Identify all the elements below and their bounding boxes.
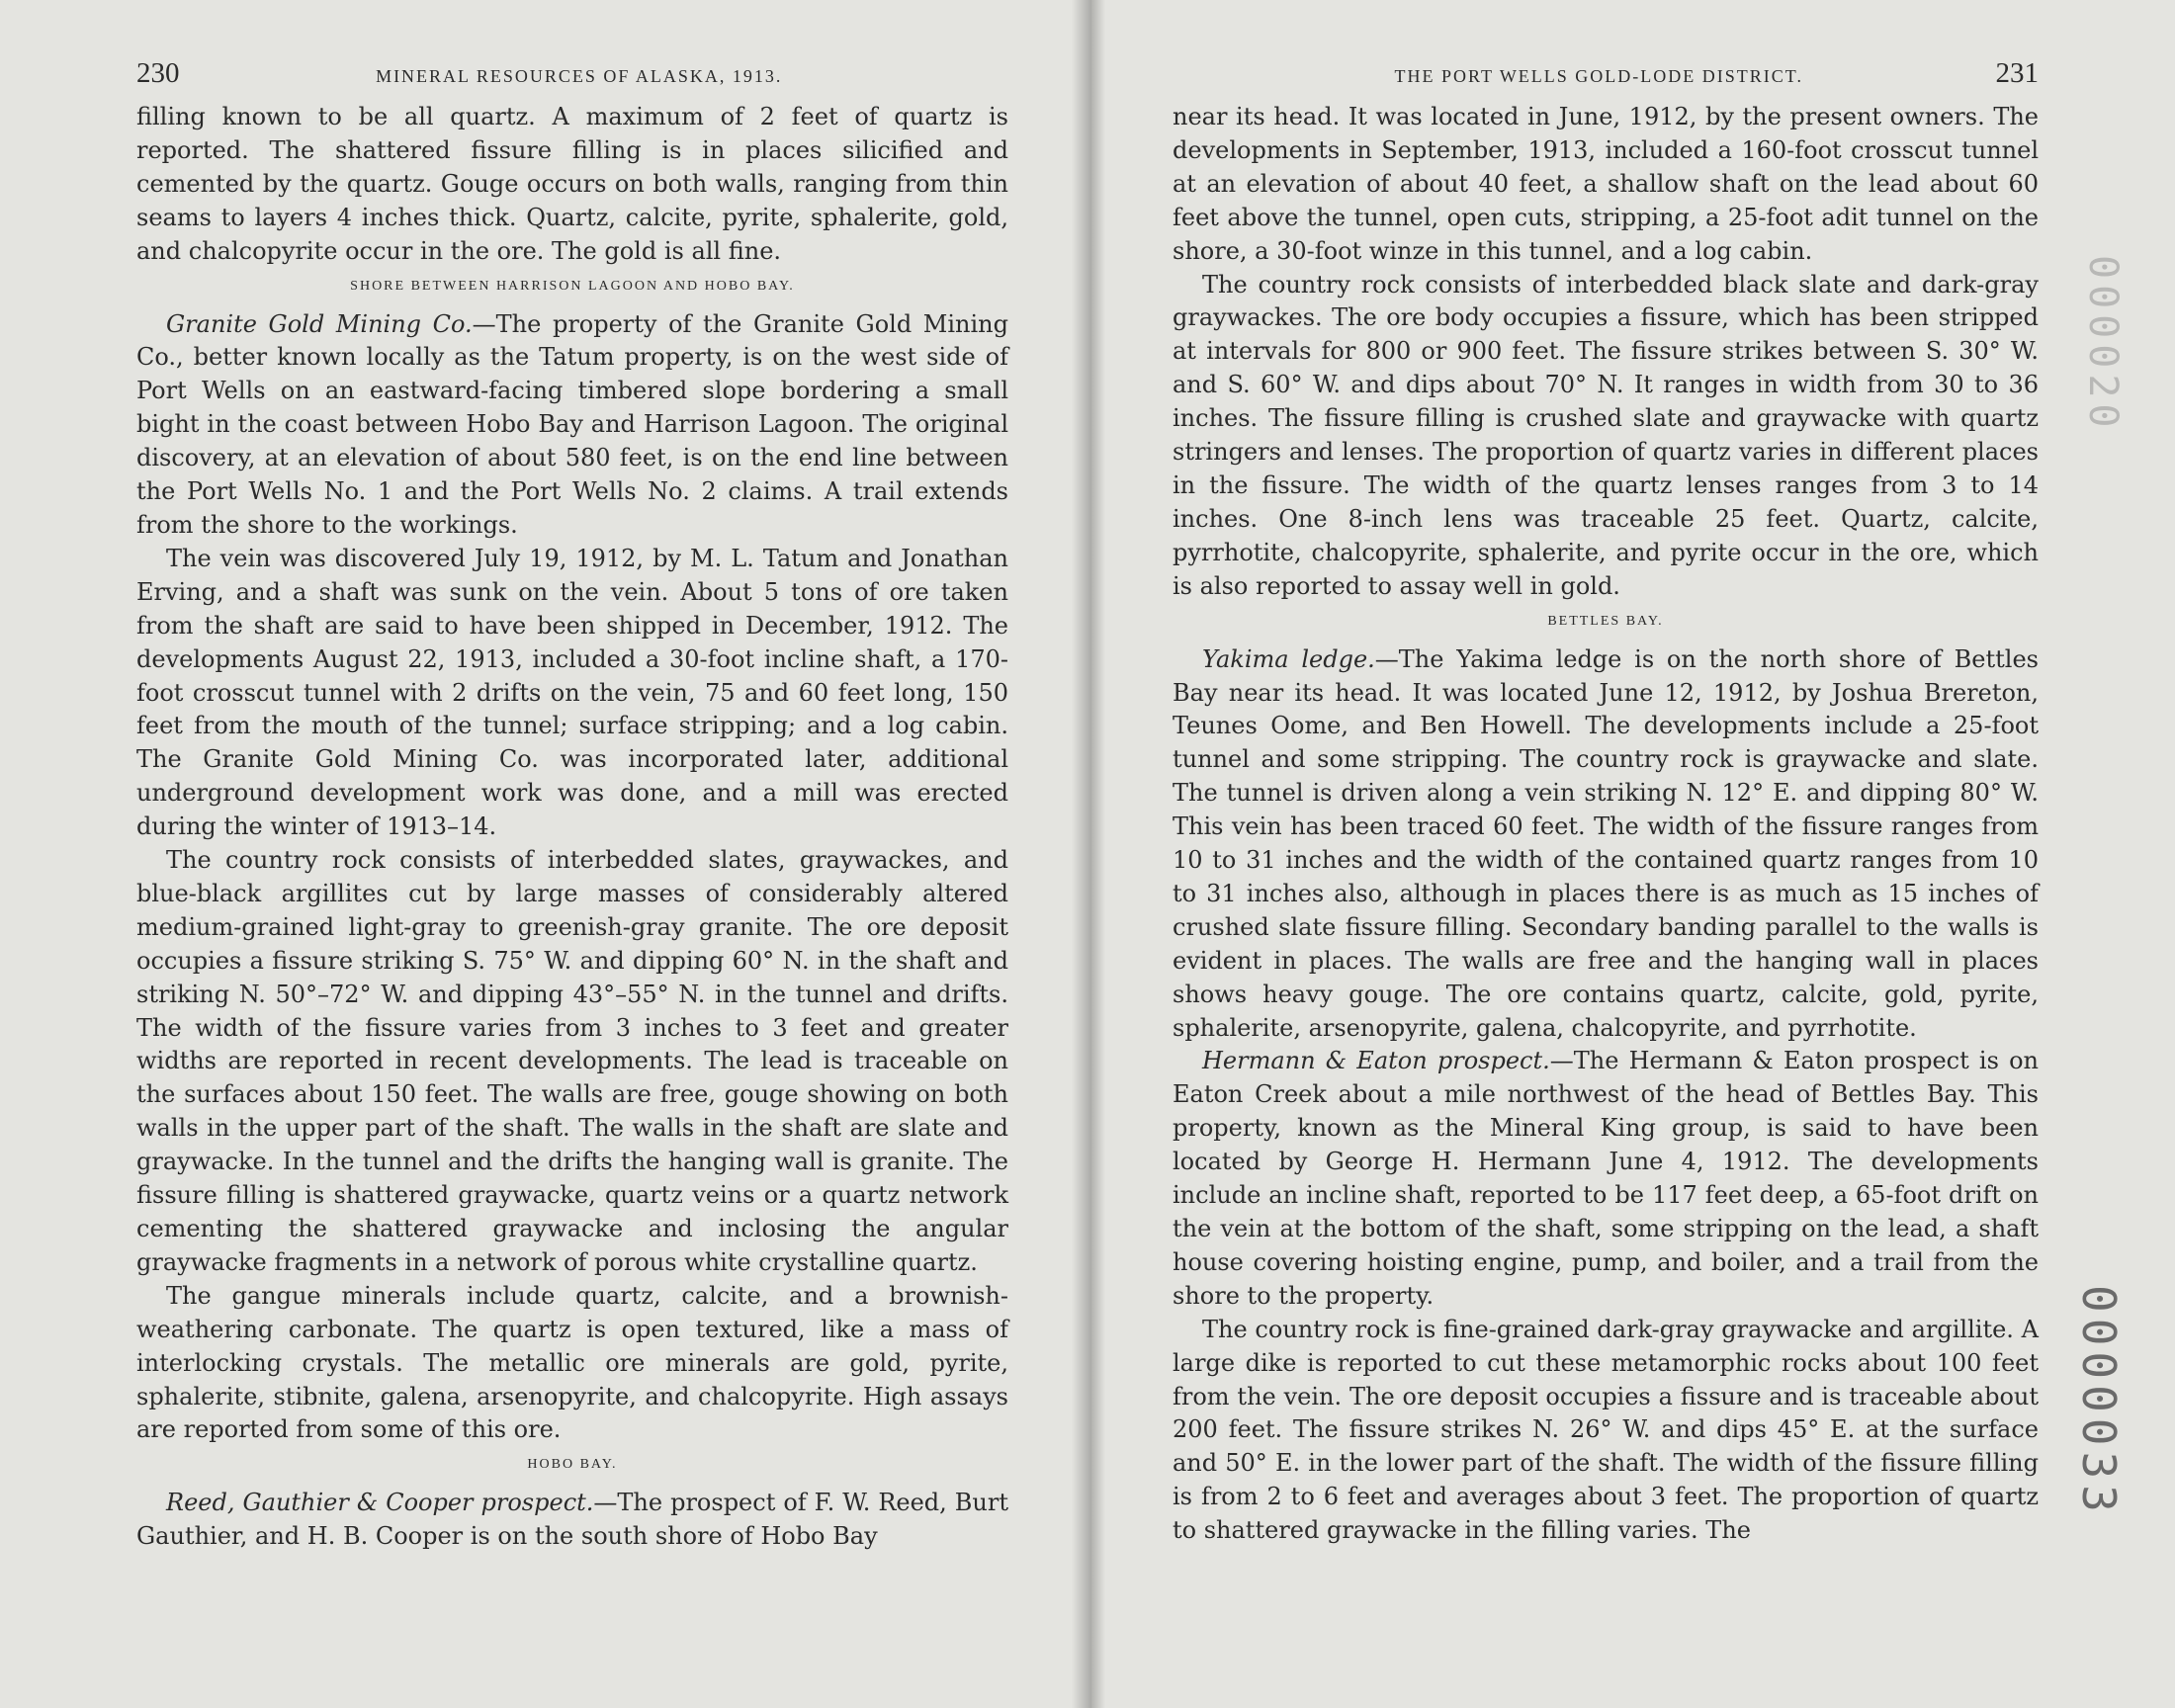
- faint-archive-stamp: 000020: [2080, 255, 2126, 434]
- hermann-paragraph-2: The country rock is fine-grained dark-gray graywacke and argillite. A large dike is reported to cut these metamorphic rocks about 100 feet from the vein. The ore deposit occupies a fissure and is traceable about 200 feet. The fissure strikes N. 26° W. and dips 45° E. at the surface and 50° E. in the lower part of the shaft. The width of the fissure filling is from 2 to 6 feet and averages about 3 feet. The proportion of quartz to shattered graywacke in the filling varies. The: [1173, 1315, 2039, 1545]
- hermann-paragraph-1: [1173, 1045, 2039, 1313]
- section-heading-bettles-bay: BETTLES BAY.: [1547, 613, 1664, 629]
- reed-paragraph-1: [136, 1487, 1008, 1554]
- reed-continued-paragraph: near its head. It was located in June, 1912, by the present owners. The developments in September, 1913, included a 160-foot crosscut tunnel at an elevation of about 40 feet, a shallow shaft on the lead about 60 feet above the tunnel, open cuts, stripping, a 25-foot adit tunnel on the shore, a 30-foot winze in this tunnel, and a log cabin.: [1173, 103, 2039, 265]
- granite-title: Granite Gold Mining Co.: [166, 309, 473, 338]
- left-page-number: 230: [136, 57, 180, 89]
- section-heading-hobo-bay: HOBO BAY.: [527, 1457, 618, 1473]
- right-page-number: 231: [1995, 57, 2039, 89]
- hermann-text-1: —The Hermann & Eaton prospect is on Eaton Creek about a mile northwest of the head of Bettles Bay. This property, known as the Mineral King group, is said to have been located by George H. Hermann June 4, 1912. The developments include an incline shaft, reported to be 117 feet deep, a 65-foot drift on the vein at the bottom of the shaft, some stripping on the lead, a shaft house covering hoisting engine, pump, and boiler, and a trail from the shore to the property.: [1173, 1047, 2039, 1310]
- yakima-text-1: —The Yakima ledge is on the north shore of Bettles Bay near its head. It was located June 12, 1912, by Joshua Brereton, Teunes Oome, and Ben Howell. The developments include a 25-foot tunnel and some stripping. The country rock is graywacke and slate. The tunnel is driven along a vein striking N. 12° E. and dipping 80° W. This vein has been traced 60 feet. The width of the fissure ranges from 10 to 31 inches and the width of the contained quartz ranges from 10 to 31 inches also, although in places there is as much as 15 inches of crushed slate fissure filling. Secondary banding parallel to the walls is evident in places. The walls are free and the hanging wall in places shows heavy gouge. The ore contains quartz, calcite, gold, pyrite, sphalerite, arsenopyrite, galena, chalcopyrite, and pyrrhotite.: [1173, 644, 2039, 1042]
- yakima-paragraph-1: [1173, 643, 2039, 1046]
- section-heading-harrison: SHORE BETWEEN HARRISON LAGOON AND HOBO BAY.: [350, 278, 795, 294]
- reed-paragraph-2: The country rock consists of interbedded black slate and dark-gray graywackes. The ore body occupies a fissure, which has been stripped at intervals for 800 or 900 feet. The fissure strikes between S. 30° W. and S. 60° W. and dips about 70° N. It ranges in width from 30 to 36 inches. The fissure filling is crushed slate and graywacke with quartz stringers and lenses. The proportion of quartz varies in different places in the fissure. The width of the quartz lenses ranges from 3 to 14 inches. One 8-inch lens was traceable 25 feet. Quartz, calcite, pyrrhotite, chalcopyrite, sphalerite, and pyrite occur in the ore, which is also reported to assay well in gold.: [1173, 270, 2039, 600]
- granite-text-1: —The property of the Granite Gold Mining Co., better known locally as the Tatum property, is on the west side of Port Wells on an eastward-facing timbered slope bordering a small bight in the coast between Hobo Bay and Harrison Lagoon. The original discovery, at an elevation of about 580 feet, is on the end line between the Port Wells No. 1 and the Port Wells No. 2 claims. A trail extends from the shore to the workings.: [136, 309, 1009, 539]
- left-running-head: [136, 57, 1008, 97]
- archive-stamp-number: 0000033: [2072, 1285, 2126, 1518]
- left-intro-paragraph: filling known to be all quartz. A maximum of 2 feet of quartz is reported. The shattered fissure filling is in places silicified and cemented by the quartz. Gouge occurs on both walls, ranging from thin seams to layers 4 inches thick. Quartz, calcite, pyrite, sphalerite, gold, and chalcopyrite occur in the ore. The gold is all fine.: [136, 103, 1008, 265]
- granite-paragraph-3: The country rock consists of interbedded slates, graywackes, and blue-black argillites cut by large masses of considerably altered medium-grained light-gray to greenish-gray granite. The ore deposit occupies a fissure striking S. 75° W. and dipping 60° N. in the shaft and striking N. 50°–72° W. and dipping 43°–55° N. in the tunnel and drifts. The width of the fissure varies from 3 inches to 3 feet and greater widths are reported in recent developments. The lead is traceable on the surfaces about 150 feet. The walls are free, gouge showing on both walls in the upper part of the shaft. The walls in the shaft are slate and graywacke. In the tunnel and the drifts the hanging wall is granite. The fissure filling is shattered graywacke, quartz veins or a quartz network cementing the shattered graywacke and inclosing the angular graywacke fragments in a network of porous white crystalline quartz.: [136, 846, 1008, 1276]
- granite-paragraph-1: [136, 308, 1008, 543]
- granite-paragraph-2: The vein was discovered July 19, 1912, by M. L. Tatum and Jonathan Erving, and a shaft was sunk on the vein. About 5 tons of ore taken from the shaft are said to have been shipped in December, 1912. The developments August 22, 1913, included a 30-foot incline shaft, a 170-foot crosscut tunnel with 2 drifts on the vein, 75 and 60 feet long, 150 feet from the mouth of the tunnel; surface stripping; and a log cabin. The Granite Gold Mining Co. was incorporated later, additional underground development work was done, and a mill was erected during the winter of 1913–14.: [136, 544, 1008, 841]
- reed-text-1: —The prospect of F. W. Reed, Burt Gauthier, and H. B. Cooper is on the south shore of Hobo Bay: [136, 1489, 1009, 1551]
- right-running-head: [1173, 57, 2039, 97]
- left-running-title: MINERAL RESOURCES OF ALASKA, 1913.: [376, 66, 783, 86]
- right-page: [1091, 0, 2175, 1708]
- reed-title: Reed, Gauthier & Cooper prospect.: [166, 1489, 594, 1517]
- yakima-title: Yakima ledge.: [1202, 644, 1375, 673]
- right-running-title: THE PORT WELLS GOLD-LODE DISTRICT.: [1394, 66, 1803, 86]
- granite-paragraph-4: The gangue minerals include quartz, calcite, and a brownish-weathering carbonate. The quartz is open textured, like a mass of interlocking crystals. The metallic ore minerals are gold, pyrite, sphalerite, stibnite, galena, arsenopyrite, and chalcopyrite. High assays are reported from some of this ore.: [136, 1281, 1008, 1444]
- hermann-title: Hermann & Eaton prospect.: [1202, 1047, 1550, 1075]
